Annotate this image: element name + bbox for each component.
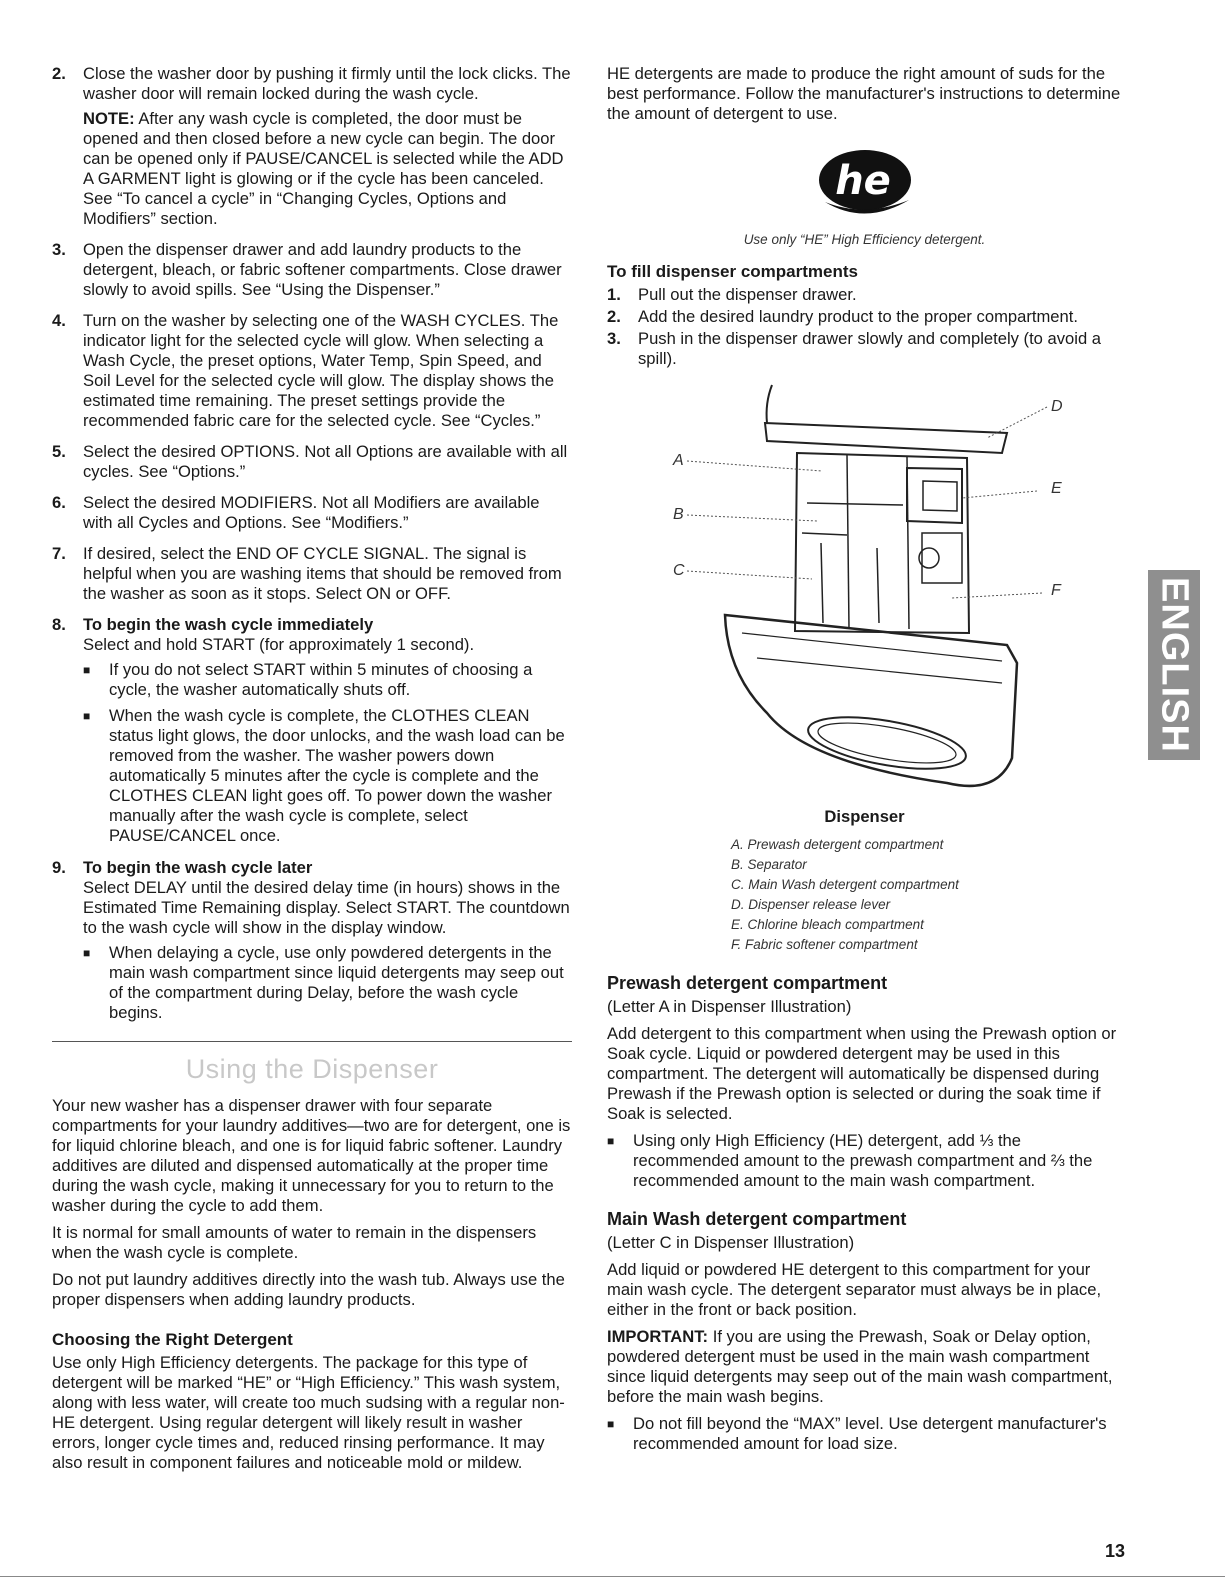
intro-paragraph: Your new washer has a dispenser drawer with four separate compartments for your laundry additives—two are for detergent, one is for liquid chlorine bleach, and one is for liquid fabric softener. Laundry additives are diluted and dispensed automatically at the proper time during the wash cycle, making it unnecessary for you to return to the washer during the cycle to add them.	[52, 1096, 571, 1215]
right-column	[607, 64, 1122, 1460]
label-d: D	[1051, 398, 1063, 415]
prewash-subheading: (Letter A in Dispenser Illustration)	[607, 997, 852, 1016]
intro-paragraph: Do not put laundry additives directly into the wash tub. Always use the proper dispensers when adding laundry products.	[52, 1270, 565, 1309]
step-number: 9.	[52, 858, 66, 877]
important-paragraph	[607, 1327, 1122, 1407]
he-logo-text: he	[834, 158, 891, 204]
step-text: Open the dispenser drawer and add laundry products to the detergent, bleach, or fabric softener compartments. Close drawer slowly to avoid spills. See “Using the Dispenser.”	[83, 240, 562, 299]
page-number: 13	[1104, 1541, 1125, 1561]
figure-title: Dispenser	[824, 807, 905, 826]
step-text: Select DELAY until the desired delay time (in hours) shows in the Estimated Time Remaining display. Select START. The countdown to the wash cycle will show in the display window.	[83, 878, 570, 937]
bullet-item	[83, 943, 572, 1023]
step-number: 3.	[52, 240, 66, 259]
prewash-heading: Prewash detergent compartment	[607, 973, 888, 993]
label-f: F	[1051, 582, 1061, 599]
bullet-square-icon: ■	[83, 946, 91, 960]
detergent-heading: Choosing the Right Detergent	[52, 1330, 293, 1349]
step-text: Pull out the dispenser drawer.	[638, 285, 857, 304]
label-b: B	[673, 506, 684, 523]
step-text: Add the desired laundry product to the proper compartment.	[638, 307, 1078, 326]
bullet-text: When the wash cycle is complete, the CLOTHES CLEAN status light glows, the door unlocks, and the wash load can be removed from the washer. The washer powers down automatically 5 minutes after the cycle is complete and the CLOTHES CLEAN light goes off. To power down the washer manually after the wash cycle is complete, select PAUSE/CANCEL once.	[109, 706, 565, 845]
fill-step	[607, 307, 1122, 327]
step-number: 7.	[52, 544, 66, 563]
legend-item: F. Fabric softener compartment	[731, 937, 918, 952]
dispenser-diagram	[607, 383, 1122, 803]
language-side-tab	[1148, 570, 1200, 760]
step-number: 2.	[607, 307, 621, 326]
important-text: If you are using the Prewash, Soak or Delay option, powdered detergent must be used in the main wash compartment since liquid detergents may seep out of the main wash compartment, before the main wash begins.	[607, 1327, 1113, 1406]
intro-paragraph: It is normal for small amounts of water to remain in the dispensers when the wash cycle is complete.	[52, 1223, 537, 1262]
main-wash-heading: Main Wash detergent compartment	[607, 1209, 907, 1229]
figure-legend	[731, 835, 1122, 955]
section-title: Using the Dispenser	[185, 1054, 439, 1084]
step-3	[52, 240, 572, 305]
bullet-item	[607, 1414, 1122, 1454]
bullet-square-icon: ■	[607, 1134, 615, 1148]
side-tab-label: ENGLISH	[1153, 577, 1196, 753]
step-4	[52, 311, 572, 436]
main-wash-paragraph: Add liquid or powdered HE detergent to this compartment for your main wash cycle. The detergent separator must always be in place, either in the front or back position.	[607, 1260, 1102, 1319]
step-number: 4.	[52, 311, 66, 330]
step-text: Select and hold START (for approximately 1 second).	[83, 635, 475, 654]
fill-heading: To fill dispenser compartments	[607, 262, 858, 281]
note-label: NOTE:	[83, 109, 135, 128]
step-6	[52, 493, 572, 538]
step-number: 5.	[52, 442, 66, 461]
bullet-item	[607, 1131, 1122, 1191]
legend-item: D. Dispenser release lever	[731, 897, 891, 912]
bullet-item	[83, 660, 572, 700]
bullet-text: Do not fill beyond the “MAX” level. Use detergent manufacturer's recommended amount for load size.	[633, 1414, 1107, 1453]
step-text: Push in the dispenser drawer slowly and completely (to avoid a spill).	[638, 329, 1102, 368]
label-e: E	[1051, 480, 1062, 497]
bottom-rule	[0, 1576, 1225, 1577]
note-paragraph	[83, 109, 572, 229]
bullet-item	[83, 706, 572, 846]
step-8	[52, 615, 572, 852]
section-divider	[52, 1041, 572, 1042]
step-heading: To begin the wash cycle later	[83, 858, 313, 877]
step-text: Close the washer door by pushing it firmly until the lock clicks. The washer door will remain locked during the wash cycle.	[83, 64, 571, 103]
label-c: C	[673, 562, 685, 579]
step-9	[52, 858, 572, 1029]
main-wash-subheading: (Letter C in Dispenser Illustration)	[607, 1233, 855, 1252]
bullet-square-icon: ■	[607, 1417, 615, 1431]
bullet-square-icon: ■	[83, 709, 91, 723]
he-logo-icon	[805, 140, 925, 226]
step-number: 3.	[607, 329, 621, 348]
step-number: 1.	[607, 285, 621, 304]
step-text: Turn on the washer by selecting one of the WASH CYCLES. The indicator light for the selected cycle will glow. When selecting a Wash Cycle, the preset options, Water Temp, Spin Speed, and Soil Level for the selected cycle will glow. The display shows the estimated time remaining. The preset settings provide the recommended fabric care for the selected cycle. See “Cycles.”	[83, 311, 559, 430]
bullet-square-icon: ■	[83, 663, 91, 677]
label-a: A	[673, 452, 684, 469]
he-logo	[607, 140, 1122, 226]
bullet-text: Using only High Efficiency (HE) detergent, add ⅓ the recommended amount to the prewash compartment and ⅔ the recommended amount to the main wash compartment.	[633, 1131, 1093, 1190]
legend-item: E. Chlorine bleach compartment	[731, 917, 924, 932]
logo-caption: Use only “HE” High Efficiency detergent.	[743, 232, 986, 247]
step-heading: To begin the wash cycle immediately	[83, 615, 374, 634]
step-number: 2.	[52, 64, 66, 83]
bullet-text: When delaying a cycle, use only powdered detergents in the main wash compartment since liquid detergents may seep out of the compartment during Delay, before the wash cycle begins.	[109, 943, 564, 1022]
legend-item: C. Main Wash detergent compartment	[731, 877, 959, 892]
step-number: 6.	[52, 493, 66, 512]
prewash-paragraph: Add detergent to this compartment when using the Prewash option or Soak cycle. Liquid or powdered detergent may be used in this compartment. The detergent will automatically be dispensed during Prewash if the Prewash option is selected or during the soak time if Soak is selected.	[607, 1024, 1117, 1123]
important-label: IMPORTANT:	[607, 1327, 709, 1346]
step-2	[52, 64, 572, 234]
legend-item: A. Prewash detergent compartment	[731, 837, 944, 852]
left-column	[52, 64, 572, 1480]
detergent-paragraph: Use only High Efficiency detergents. The package for this type of detergent will be marked “HE” or “High Efficiency.” This wash system, along with less water, will create too much sudsing with a regular non-HE detergent. Using regular detergent will likely result in washer errors, longer cycle times and, reduced rinsing performance. It may also result in component failures and noticeable mold or mildew.	[52, 1353, 565, 1472]
legend-item: B. Separator	[731, 857, 807, 872]
fill-step	[607, 329, 1122, 369]
step-text: Select the desired OPTIONS. Not all Options are available with all cycles. See “Options.”	[83, 442, 568, 481]
step-7	[52, 544, 572, 609]
fill-step	[607, 285, 1122, 305]
he-paragraph: HE detergents are made to produce the right amount of suds for the best performance. Follow the manufacturer's instructions to determine the amount of detergent to use.	[607, 64, 1121, 123]
step-text: If desired, select the END OF CYCLE SIGNAL. The signal is helpful when you are washing items that should be removed from the washer as soon as it stops. Select ON or OFF.	[83, 544, 562, 603]
step-text: Select the desired MODIFIERS. Not all Modifiers are available with all Cycles and Options. See “Modifiers.”	[83, 493, 540, 532]
bullet-text: If you do not select START within 5 minutes of choosing a cycle, the washer automatically shuts off.	[109, 660, 533, 699]
step-number: 8.	[52, 615, 66, 634]
dispenser-drawer-illustration	[607, 383, 1122, 803]
note-text: After any wash cycle is completed, the door must be opened and then closed before a new cycle can begin. The door can be opened only if PAUSE/CANCEL is selected while the ADD A GARMENT light is glowing or if the cycle has been canceled. See “To cancel a cycle” in “Changing Cycles, Options and Modifiers” section.	[83, 109, 564, 228]
step-5	[52, 442, 572, 487]
